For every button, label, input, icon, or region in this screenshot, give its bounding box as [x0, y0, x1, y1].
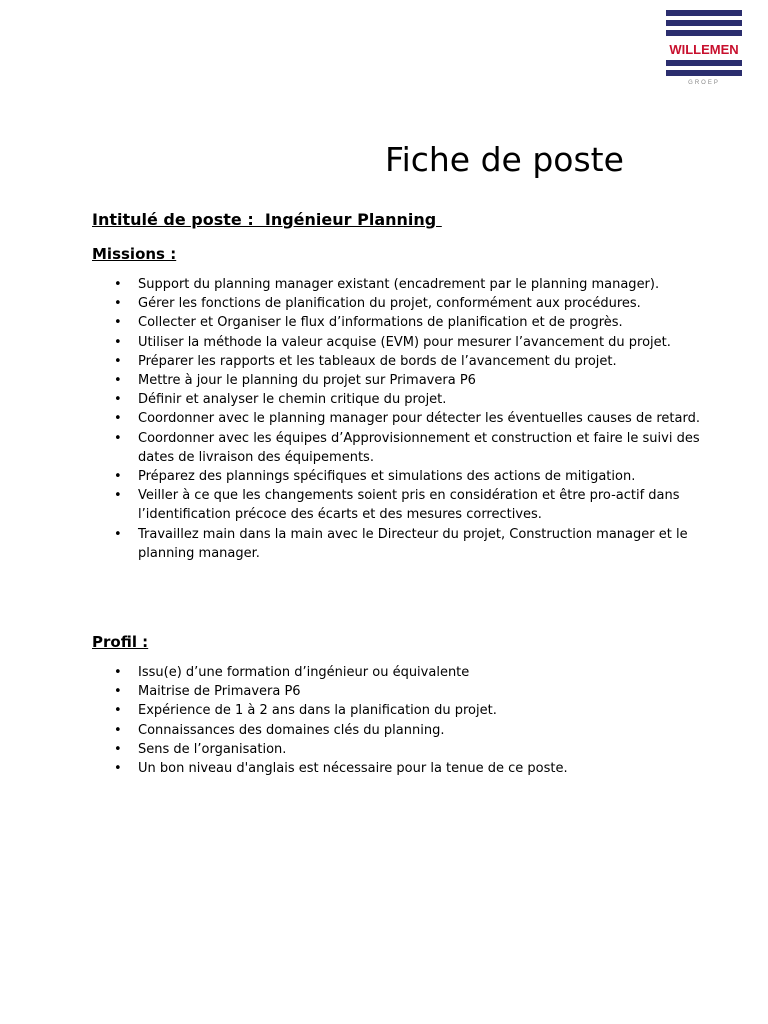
document-title: Fiche de poste — [385, 140, 624, 179]
missions-heading: Missions : — [92, 245, 177, 263]
profil-list — [92, 663, 712, 778]
list-item: • Préparez des plannings spécifiques et simulations des actions de mitigation. — [92, 467, 712, 486]
list-item: • Travaillez main dans la main avec le Directeur du projet, Construction manager et le planning manager. — [92, 525, 712, 563]
list-item: • Expérience de 1 à 2 ans dans la planification du projet. — [92, 701, 712, 720]
list-item: • Utiliser la méthode la valeur acquise (EVM) pour mesurer l’avancement du projet. — [92, 333, 712, 352]
willemen-logo — [656, 8, 752, 86]
list-item: • Veiller à ce que les changements soient pris en considération et être pro-actif dans l’identification précoce des écarts et des mesures correctives. — [92, 486, 712, 524]
list-item: • Sens de l’organisation. — [92, 740, 712, 759]
profil-heading: Profil : — [92, 633, 149, 651]
job-title: Intitulé de poste : Ingénieur Planning — [92, 210, 442, 229]
willemen-logo-icon — [656, 8, 752, 86]
list-item: • Gérer les fonctions de planification du projet, conformément aux procédures. — [92, 294, 712, 313]
list-item: • Coordonner avec les équipes d’Approvisionnement et construction et faire le suivi des dates de livraison des équipements. — [92, 429, 712, 467]
list-item: • Définir et analyser le chemin critique du projet. — [92, 390, 712, 409]
list-item: • Préparer les rapports et les tableaux de bords de l’avancement du projet. — [92, 352, 712, 371]
list-item: • Connaissances des domaines clés du planning. — [92, 721, 712, 740]
list-item: • Issu(e) d’une formation d’ingénieur ou équivalente — [92, 663, 712, 682]
logo-subtitle-text: GROEP — [688, 80, 720, 86]
list-item: • Maitrise de Primavera P6 — [92, 682, 712, 701]
list-item: • Mettre à jour le planning du projet sur Primavera P6 — [92, 371, 712, 390]
list-item: • Collecter et Organiser le flux d’informations de planification et de progrès. — [92, 313, 712, 332]
list-item: • Support du planning manager existant (encadrement par le planning manager). — [92, 275, 712, 294]
missions-list — [92, 275, 712, 563]
list-item: • Coordonner avec le planning manager pour détecter les éventuelles causes de retard. — [92, 409, 712, 428]
logo-brand-text: WILLEMEN — [669, 42, 739, 57]
list-item: • Un bon niveau d'anglais est nécessaire pour la tenue de ce poste. — [92, 759, 712, 778]
